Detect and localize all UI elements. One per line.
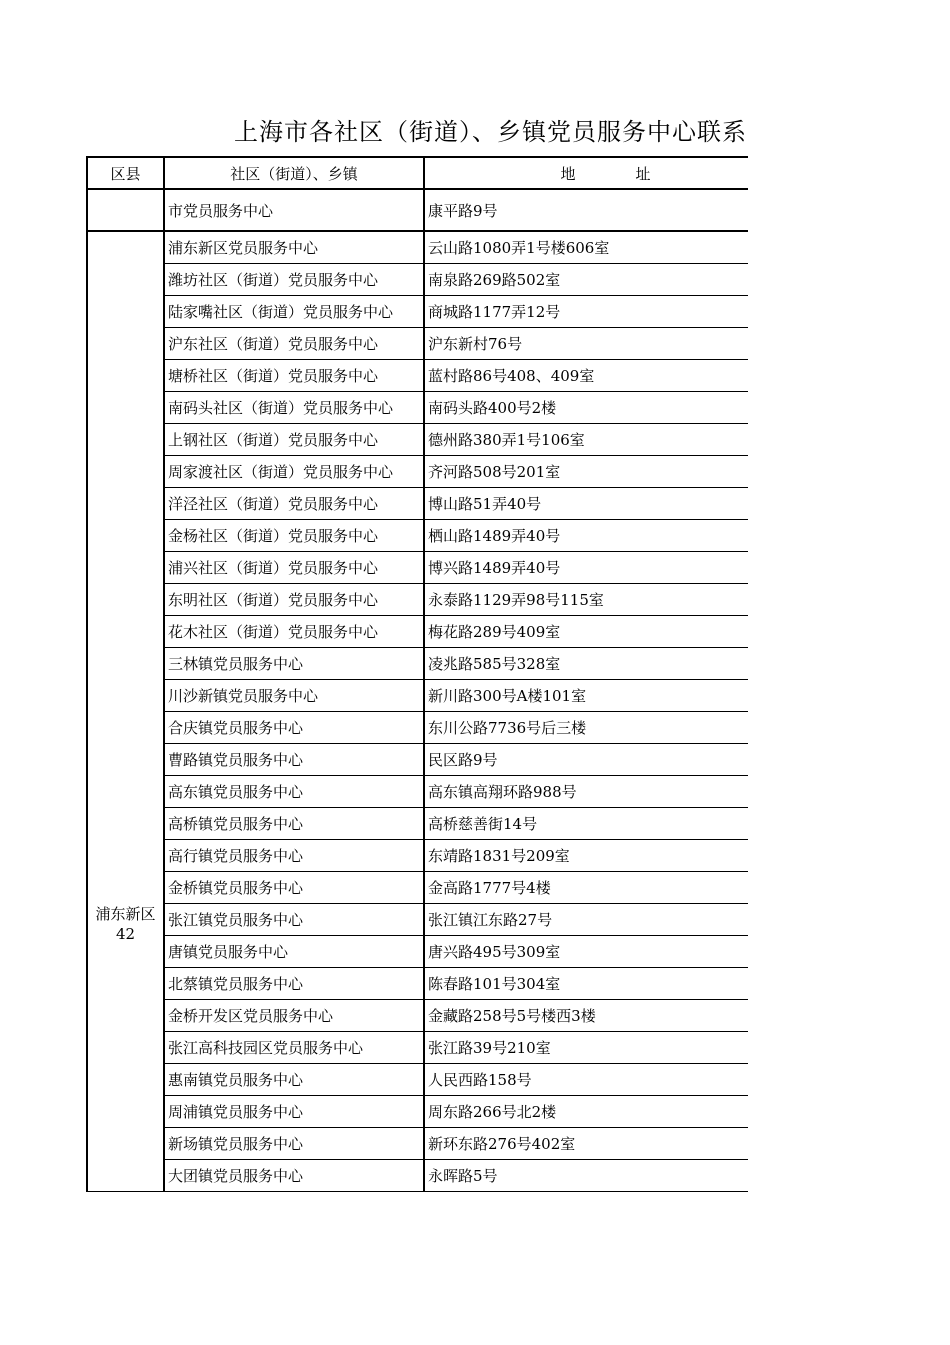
center-address: 博兴路1489弄40号 xyxy=(424,552,748,584)
center-address: 民区路9号 xyxy=(424,744,748,776)
header-address-b: 址 xyxy=(635,164,651,183)
center-name: 塘桥社区（街道）党员服务中心 xyxy=(164,360,424,392)
center-name: 三林镇党员服务中心 xyxy=(164,648,424,680)
center-name: 周家渡社区（街道）党员服务中心 xyxy=(164,456,424,488)
center-address: 张江镇江东路27号 xyxy=(424,904,748,936)
table-row xyxy=(87,872,748,904)
city-district-cell xyxy=(87,189,164,231)
table-row xyxy=(87,744,748,776)
center-address: 金藏路258号5号楼西3楼 xyxy=(424,1000,748,1032)
table-row xyxy=(87,296,748,328)
table-row xyxy=(87,488,748,520)
center-name: 北蔡镇党员服务中心 xyxy=(164,968,424,1000)
table-row xyxy=(87,328,748,360)
table-row xyxy=(87,968,748,1000)
table-header-row xyxy=(87,157,748,189)
center-name: 合庆镇党员服务中心 xyxy=(164,712,424,744)
table-row xyxy=(87,840,748,872)
center-name: 高行镇党员服务中心 xyxy=(164,840,424,872)
center-address: 齐河路508号201室 xyxy=(424,456,748,488)
center-address: 栖山路1489弄40号 xyxy=(424,520,748,552)
center-name: 曹路镇党员服务中心 xyxy=(164,744,424,776)
center-name: 花木社区（街道）党员服务中心 xyxy=(164,616,424,648)
center-address: 梅花路289号409室 xyxy=(424,616,748,648)
center-name: 张江高科技园区党员服务中心 xyxy=(164,1032,424,1064)
table-row xyxy=(87,424,748,456)
center-name: 洋泾社区（街道）党员服务中心 xyxy=(164,488,424,520)
center-address: 高桥慈善街14号 xyxy=(424,808,748,840)
center-address: 云山路1080弄1号楼606室 xyxy=(424,231,748,264)
city-center-address: 康平路9号 xyxy=(424,189,748,231)
center-name: 浦东新区党员服务中心 xyxy=(164,231,424,264)
center-address: 新环东路276号402室 xyxy=(424,1128,748,1160)
table-row xyxy=(87,1096,748,1128)
center-name: 南码头社区（街道）党员服务中心 xyxy=(164,392,424,424)
table-row xyxy=(87,264,748,296)
center-name: 川沙新镇党员服务中心 xyxy=(164,680,424,712)
district-cell xyxy=(87,231,164,1192)
center-address: 蓝村路86号408、409室 xyxy=(424,360,748,392)
center-name: 高桥镇党员服务中心 xyxy=(164,808,424,840)
center-name: 新场镇党员服务中心 xyxy=(164,1128,424,1160)
district-name: 浦东新区 xyxy=(95,905,156,923)
center-address: 沪东新村76号 xyxy=(424,328,748,360)
center-address: 永晖路5号 xyxy=(424,1160,748,1192)
city-center-row xyxy=(87,189,748,231)
table-row xyxy=(87,1128,748,1160)
center-address: 陈春路101号304室 xyxy=(424,968,748,1000)
table-row xyxy=(87,552,748,584)
center-name: 浦兴社区（街道）党员服务中心 xyxy=(164,552,424,584)
header-center: 社区（街道）、乡镇 xyxy=(164,157,424,189)
center-name: 金桥镇党员服务中心 xyxy=(164,872,424,904)
district-count: 42 xyxy=(115,925,136,943)
table-row xyxy=(87,1032,748,1064)
center-name: 惠南镇党员服务中心 xyxy=(164,1064,424,1096)
city-center-name: 市党员服务中心 xyxy=(164,189,424,231)
center-name: 金桥开发区党员服务中心 xyxy=(164,1000,424,1032)
table-row xyxy=(87,712,748,744)
directory-table xyxy=(86,156,748,1192)
center-address: 商城路1177弄12号 xyxy=(424,296,748,328)
center-address: 高东镇高翔环路988号 xyxy=(424,776,748,808)
center-address: 人民西路158号 xyxy=(424,1064,748,1096)
table-row xyxy=(87,1000,748,1032)
center-name: 大团镇党员服务中心 xyxy=(164,1160,424,1192)
center-name: 张江镇党员服务中心 xyxy=(164,904,424,936)
table-row xyxy=(87,392,748,424)
center-name: 上钢社区（街道）党员服务中心 xyxy=(164,424,424,456)
table-row xyxy=(87,456,748,488)
table-row xyxy=(87,231,748,264)
header-address-a: 地 xyxy=(560,164,576,183)
center-name: 陆家嘴社区（街道）党员服务中心 xyxy=(164,296,424,328)
header-district: 区县 xyxy=(87,157,164,189)
center-address: 新川路300号A楼101室 xyxy=(424,680,748,712)
center-address: 唐兴路495号309室 xyxy=(424,936,748,968)
center-address: 凌兆路585号328室 xyxy=(424,648,748,680)
table-row xyxy=(87,776,748,808)
center-name: 高东镇党员服务中心 xyxy=(164,776,424,808)
table-row xyxy=(87,936,748,968)
table-row xyxy=(87,360,748,392)
center-name: 金杨社区（街道）党员服务中心 xyxy=(164,520,424,552)
table-row xyxy=(87,616,748,648)
table-row xyxy=(87,520,748,552)
center-address: 东川公路7736号后三楼 xyxy=(424,712,748,744)
center-address: 南码头路400号2楼 xyxy=(424,392,748,424)
center-address: 东靖路1831号209室 xyxy=(424,840,748,872)
center-name: 唐镇党员服务中心 xyxy=(164,936,424,968)
center-address: 永泰路1129弄98号115室 xyxy=(424,584,748,616)
center-address: 博山路51弄40号 xyxy=(424,488,748,520)
center-address: 金高路1777号4楼 xyxy=(424,872,748,904)
table-row xyxy=(87,648,748,680)
table-row xyxy=(87,1160,748,1192)
center-name: 沪东社区（街道）党员服务中心 xyxy=(164,328,424,360)
center-address: 张江路39号210室 xyxy=(424,1032,748,1064)
center-address: 德州路380弄1号106室 xyxy=(424,424,748,456)
header-address xyxy=(424,157,748,189)
center-name: 东明社区（街道）党员服务中心 xyxy=(164,584,424,616)
table-row xyxy=(87,904,748,936)
table-row xyxy=(87,584,748,616)
center-name: 潍坊社区（街道）党员服务中心 xyxy=(164,264,424,296)
page-title: 上海市各社区（街道）、乡镇党员服务中心联系 xyxy=(234,118,747,146)
table-row xyxy=(87,680,748,712)
table-row xyxy=(87,1064,748,1096)
directory-sheet xyxy=(86,156,748,1226)
center-address: 周东路266号北2楼 xyxy=(424,1096,748,1128)
table-row xyxy=(87,808,748,840)
center-name: 周浦镇党员服务中心 xyxy=(164,1096,424,1128)
center-address: 南泉路269路502室 xyxy=(424,264,748,296)
